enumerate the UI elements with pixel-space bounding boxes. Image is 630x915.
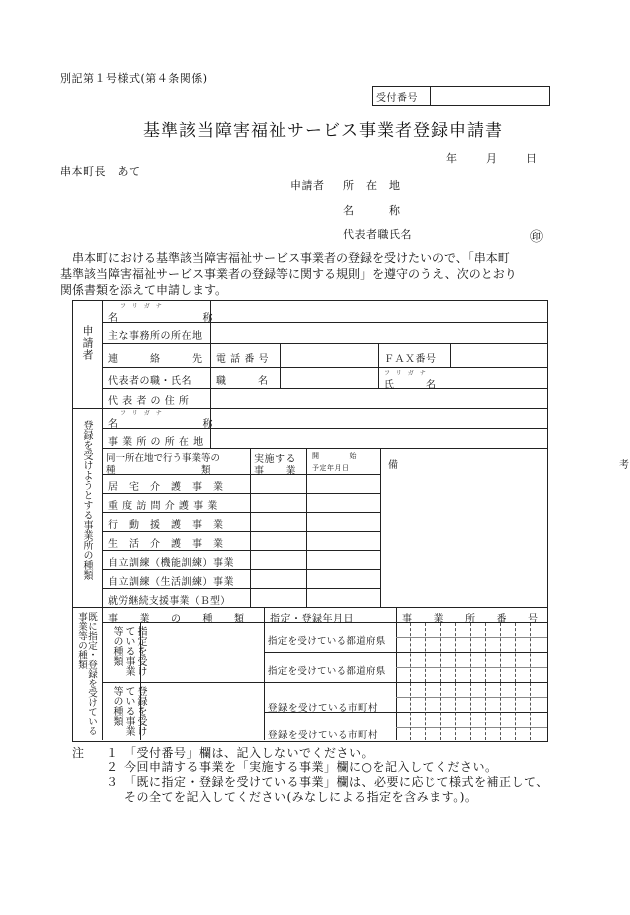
- contact-label: 連 絡 先: [108, 354, 203, 365]
- rep-title-label: 代表者の職・氏名: [108, 376, 192, 387]
- page-title: 基準該当障害福祉サービス事業者登録申請書: [143, 121, 503, 141]
- type-header-2: 種 類: [106, 465, 211, 476]
- note-header: 備 考: [388, 460, 630, 471]
- note-1-number: １: [106, 746, 119, 760]
- date-month: 月: [486, 152, 498, 165]
- pref-label: 指定を受けている都道府県: [268, 666, 386, 677]
- address-label: 所 在 地: [343, 179, 401, 192]
- applicant-name-label: 名 称: [108, 313, 213, 324]
- rep-label: 代表者職氏名: [343, 228, 412, 241]
- start-header-2: 予定年月日: [312, 464, 350, 472]
- note-3a: 「既に指定・登録を受けている事業」欄は、必要に応じて様式を補正して、: [124, 775, 549, 789]
- rep-ruby: フリガナ: [384, 370, 432, 377]
- existing-section-label: 既に指定・登録を受けている事業等の種類: [76, 612, 97, 736]
- service-row: 居 宅 介 護 事 業: [108, 482, 224, 493]
- title-col-label: 職 名: [216, 376, 269, 387]
- service-row: 生 活 介 護 事 業: [108, 539, 224, 550]
- date-day: 日: [526, 152, 538, 165]
- date-year: 年: [446, 152, 458, 165]
- notes-label: 注: [72, 746, 85, 760]
- applicant-ruby: フリガナ: [120, 303, 168, 310]
- facility-address-label: 事 業 所 の 所 在 地: [108, 437, 204, 448]
- name-col-label: 氏 名: [384, 380, 437, 391]
- rep-address-label: 代 表 者 の 住 所: [108, 396, 190, 407]
- form-number: 別記第１号様式(第４条関係): [60, 72, 208, 85]
- registered-group-label: 登録を受けている事業等の種類: [111, 686, 146, 736]
- muni-label: 登録を受けている市町村: [268, 703, 379, 714]
- intro-line-3: 関係書類を添えて申請します。: [60, 283, 228, 297]
- service-row: 自立訓練（機能訓練）事業: [108, 558, 234, 569]
- muni-label: 登録を受けている市町村: [268, 730, 379, 741]
- type-header-1: 同一所在地で行う事業等の: [106, 453, 221, 464]
- office-address-label: 主な事務所の所在地: [108, 331, 203, 342]
- note-3-number: ３: [106, 775, 119, 789]
- service-row: 自立訓練（生活訓練）事業: [108, 577, 234, 588]
- start-header-1: 開 始: [312, 452, 357, 460]
- receipt-label: 受付番号: [376, 93, 418, 104]
- note-1: 「受付番号」欄は、記入しないでください。: [124, 746, 375, 760]
- impl-header-1: 実施する: [254, 454, 296, 465]
- addressee: 串本町長 あて: [60, 165, 141, 178]
- existing-type-header: 事 業 の 種 類: [108, 614, 245, 625]
- applicant-section-label: 申請者: [81, 325, 94, 361]
- existing-number-header: 事 業 所 番 号: [402, 614, 539, 625]
- impl-header-2: 事 業: [254, 466, 296, 477]
- service-row: 行 動 援 護 事 業: [108, 520, 224, 531]
- intro-line-1: 串本町における基準該当障害福祉サービス事業者の登録を受けたいので、「串本町: [60, 251, 510, 265]
- existing-date-header: 指定・登録年月日: [270, 614, 354, 625]
- tel-label: 電 話 番 号: [216, 354, 270, 365]
- note-3b: その全てを記入してください(みなしによる指定を含みます。)。: [124, 790, 478, 804]
- facility-ruby: フリガナ: [120, 410, 168, 417]
- facility-name-label: 名 称: [108, 419, 213, 430]
- seal-icon: ㊞: [530, 230, 544, 245]
- fax-label: ＦＡＸ番号: [384, 354, 437, 365]
- designated-group-label: 指定を受けている事業等の種類: [111, 626, 146, 676]
- service-row: 就労継続支援事業（Ｂ型）: [108, 596, 231, 607]
- pref-label: 指定を受けている都道府県: [268, 636, 386, 647]
- facility-section-label: 登録を受けようとする事業所の種類: [81, 420, 92, 580]
- applicant-label: 申請者: [290, 179, 325, 192]
- note-2: 今回申請する事業を「実施する事業」欄に○を記入してください。: [124, 760, 498, 774]
- note-2-number: ２: [106, 760, 119, 774]
- name-label: 名 称: [343, 204, 401, 217]
- intro-line-2: 基準該当障害福祉サービス事業者の登録等に関する規則」を遵守のうえ、次のとおり: [60, 267, 517, 281]
- service-row: 重 度 訪 問 介 護 事 業: [108, 501, 218, 512]
